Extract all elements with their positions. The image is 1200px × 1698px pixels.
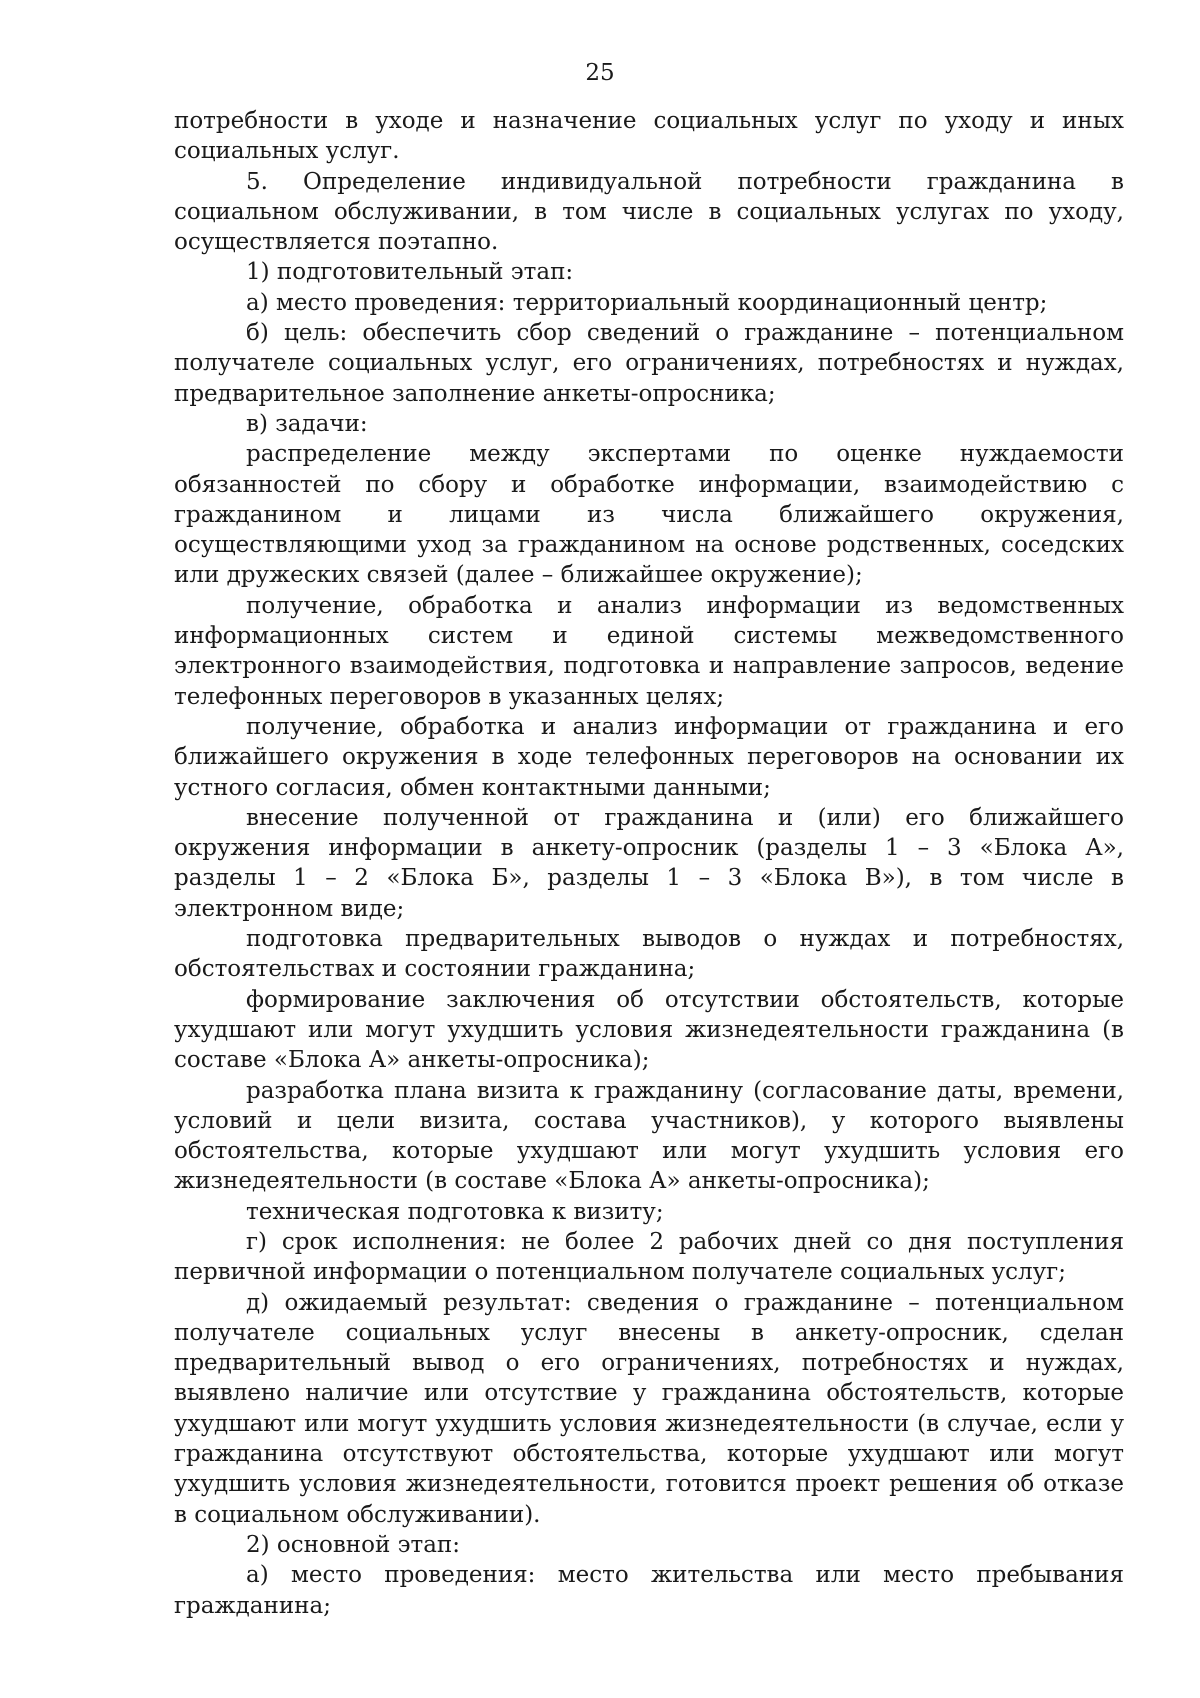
paragraph-stage-2-heading: 2) основной этап: bbox=[246, 1531, 460, 1558]
paragraph-item-5: 5. Определение индивидуальной потребности гражданина в социальном обслуживании, в том числе в социальных услугах по уходу, осуществляется поэтапно. bbox=[174, 168, 1124, 256]
paragraph-task-absence-conclusion: формирование заключения об отсутствии обстоятельств, которые ухудшают или могут ухудшить условия жизнедеятельности гражданина (в составе «Блока А» анкеты-опросника); bbox=[174, 986, 1124, 1074]
paragraph-continuation: потребности в уходе и назначение социальных услуг по уходу и иных социальных услуг. bbox=[174, 108, 1124, 165]
paragraph-stage-1-deadline: г) срок исполнения: не более 2 рабочих дней со дня поступления первичной информации о потенциальном получателе социальных услуг; bbox=[174, 1228, 1124, 1286]
paragraph-task-information-systems: получение, обработка и анализ информации из ведомственных информационных систем и единой системы межведомственного электронного взаимодействия, подготовка и направление запросов, ведение телефонных переговоров в указанных целях; bbox=[174, 592, 1124, 710]
page-number: 25 bbox=[585, 60, 615, 86]
document-body bbox=[174, 106, 1124, 1621]
paragraph-stage-1-goal: б) цель: обеспечить сбор сведений о гражданине – потенциальном получателе социальных услуг, его ограничениях, потребностях и нуждах, предварительное заполнение анкеты-опросника; bbox=[174, 320, 1124, 407]
paragraph-task-distribution: распределение между экспертами по оценке нуждаемости обязанностей по сбору и обработке информации, взаимодействию с гражданином и лицами из числа ближайшего окружения, осуществляющими уход за гражданином на основе родственных, соседских или дружеских связей (далее – ближайшее окружение); bbox=[174, 441, 1124, 589]
paragraph-stage-1-location: а) место проведения: территориальный координационный центр; bbox=[246, 289, 1048, 316]
paragraph-stage-1-heading: 1) подготовительный этап: bbox=[246, 259, 574, 286]
paragraph-task-technical-preparation: техническая подготовка к визиту; bbox=[246, 1198, 664, 1225]
paragraph-stage-1-tasks-heading: в) задачи: bbox=[246, 410, 368, 437]
paragraph-task-visit-plan: разработка плана визита к гражданину (согласование даты, времени, условий и цели визита, состава участников), у которого выявлены обстоятельства, которые ухудшают или могут ухудшить условия его жизнедеятельности (в составе «Блока А» анкеты-опросника); bbox=[174, 1077, 1124, 1195]
paragraph-task-citizen-information: получение, обработка и анализ информации от гражданина и его ближайшего окружения в ходе телефонных переговоров на основании их устного согласия, обмен контактными данными; bbox=[174, 713, 1124, 801]
paragraph-task-preliminary-conclusions: подготовка предварительных выводов о нуждах и потребностях, обстоятельствах и состоянии гражданина; bbox=[174, 926, 1124, 983]
paragraph-task-questionnaire-entry: внесение полученной от гражданина и (или) его ближайшего окружения информации в анкету-опросник (разделы 1 – 3 «Блока А», разделы 1 – 2 «Блока Б», разделы 1 – 3 «Блока В»), в том числе в электронном виде; bbox=[174, 804, 1124, 922]
paragraph-stage-2-location: а) место проведения: место жительства или место пребывания гражданина; bbox=[174, 1562, 1124, 1619]
paragraph-stage-1-expected-result: д) ожидаемый результат: сведения о гражданине – потенциальном получателе социальных услуг внесены в анкету-опросник, сделан предварительный вывод о его ограничениях, потребностях и нуждах, выявлено наличие или отсутствие у гражданина обстоятельств, которые ухудшают или могут ухудшить условия жизнедеятельности (в случае, если у гражданина отсутствуют обстоятельства, которые ухудшают или могут ухудшить условия жизнедеятельности, готовится проект решения об отказе в социальном обслуживании). bbox=[174, 1289, 1124, 1528]
